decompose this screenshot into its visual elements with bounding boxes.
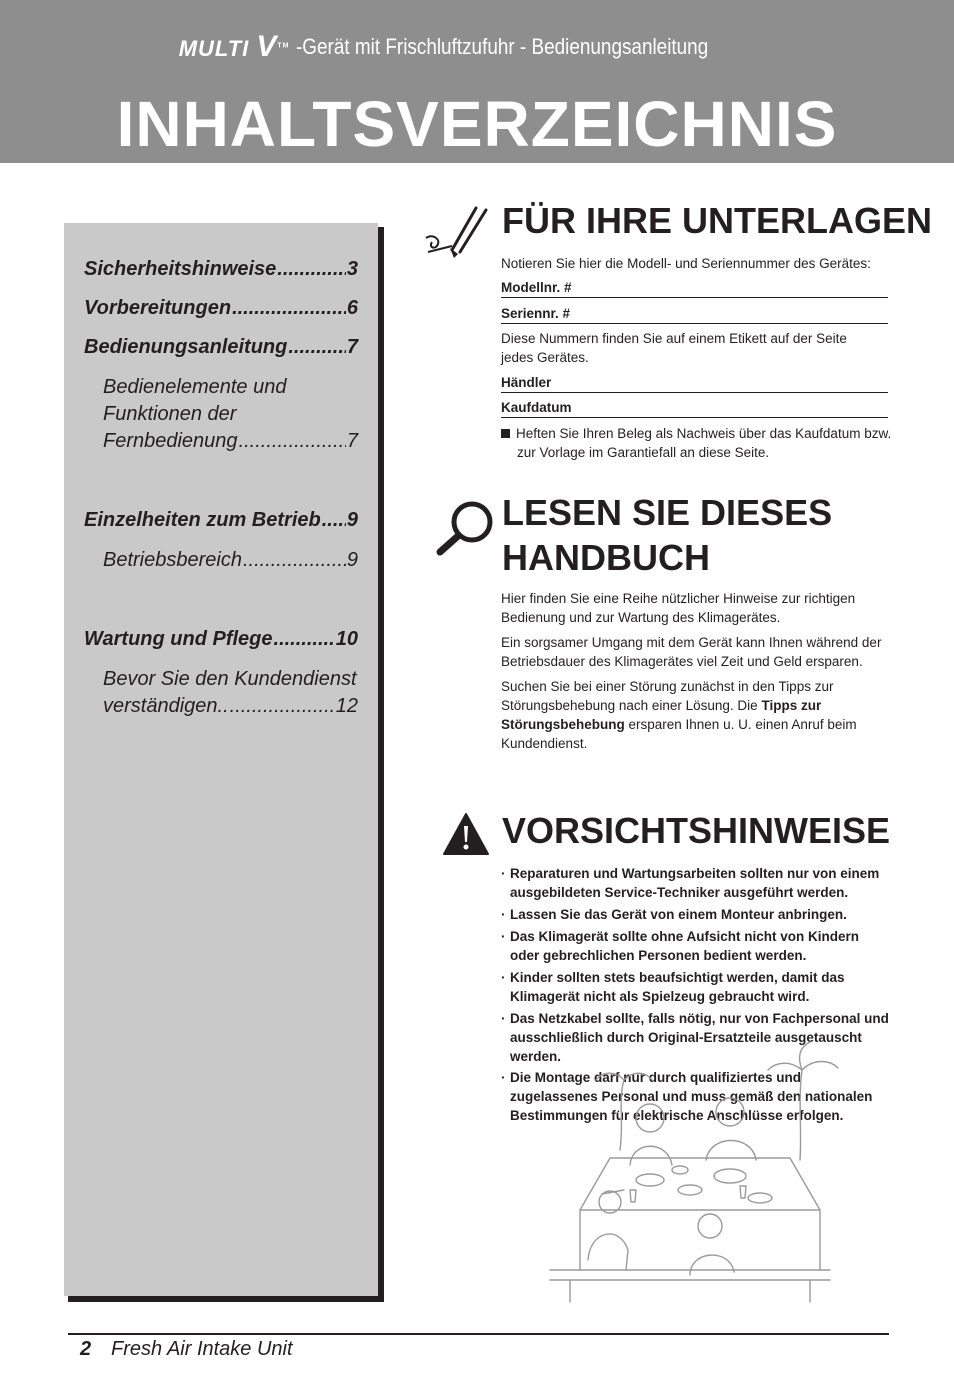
purchase-date-label: Kaufdatum — [501, 400, 572, 415]
precaution-item: · Reparaturen und Wartungsarbeiten sollten nur von einem ausgebildeten Service-Techniker ausgeführt werden. — [501, 864, 891, 902]
precaution-item: · Kinder sollten stets beaufsichtigt werden, damit das Klimagerät nicht als Spielzeug gebraucht wird. — [501, 968, 891, 1006]
records-title: FÜR IHRE UNTERLAGEN — [502, 200, 932, 241]
precaution-item: · Lassen Sie das Gerät von einem Monteur anbringen. — [501, 905, 891, 924]
page-number: 2 — [80, 1338, 92, 1360]
dealer-field[interactable] — [501, 374, 888, 393]
read-manual-title: LESEN SIE DIESES HANDBUCH — [502, 492, 833, 578]
footer-doc-name: Fresh Air Intake Unit — [111, 1338, 293, 1360]
footer-rule — [68, 1333, 889, 1335]
model-number-label: Modellnr. # — [501, 280, 572, 295]
serial-number-field[interactable] — [501, 305, 888, 324]
manual-subtitle: -Gerät mit Frischluftzufuhr - Bedienungsanleitung — [295, 34, 709, 59]
magnifier-icon — [434, 498, 496, 560]
toc-entry-wartung[interactable]: Wartung und Pflege ..... 10 — [84, 626, 358, 653]
pen-icon — [424, 200, 494, 260]
precautions-title: VORSICHTSHINWEISE — [502, 810, 891, 851]
model-number-field[interactable] — [501, 279, 888, 298]
precaution-item: · Das Netzkabel sollte, falls nötig, nur von Fachpersonal und ausschließlich durch Original-Ersatzteile ausgetauscht werden. — [501, 1009, 891, 1066]
toc-entry-sicherheitshinweise[interactable]: Sicherheitshinweise ..... 3 — [84, 256, 358, 283]
brand-row — [0, 30, 954, 64]
toc-entry-einzelheiten[interactable]: Einzelheiten zum Betrieb ..... 9 — [84, 507, 358, 534]
read-manual-para2: Ein sorgsamer Umgang mit dem Gerät kann Ihnen während der Betriebsdauer des Klimagerätes viel Zeit und Geld ersparen. — [501, 635, 882, 669]
dealer-label: Händler — [501, 375, 552, 390]
toc-entry-betriebsbereich[interactable]: Betriebsbereich ..... 9 — [103, 547, 358, 574]
precaution-item: · Die Montage darf nur durch qualifiziertes und zugelassenes Personal und muss gemäß den nationalen Bestimmungen für elektrische Anschlüsse erfolgen. — [501, 1068, 891, 1125]
page-title: INHALTSVERZEICHNIS — [116, 88, 838, 160]
toc-entry-vorbereitungen[interactable]: Vorbereitungen ..... 6 — [84, 295, 358, 322]
purchase-date-field[interactable] — [501, 399, 888, 418]
records-intro: Notieren Sie hier die Modell- und Seriennummer des Gerätes: — [501, 256, 871, 271]
toc-entry-fernbedienung[interactable]: Bedienelemente und Funktionen der Fernbedienung ..... 7 — [103, 374, 358, 455]
warning-icon — [442, 812, 490, 856]
serial-note: Diese Nummern finden Sie auf einem Etikett auf der Seite jedes Gerätes. — [501, 331, 847, 365]
header-band — [0, 0, 954, 163]
precaution-item: · Das Klimagerät sollte ohne Aufsicht nicht von Kindern oder gebrechlichen Personen bedient werden. — [501, 927, 891, 965]
multi-v-logo: MULTI V™ — [178, 30, 290, 63]
serial-number-label: Seriennr. # — [501, 306, 571, 321]
square-bullet-icon — [501, 429, 510, 438]
toc-entry-kundendienst[interactable]: Bevor Sie den Kundendienst verständigen.. ..... 12 — [103, 666, 358, 720]
picnic-illustration — [540, 1040, 850, 1310]
toc-entry-bedienungsanleitung[interactable]: Bedienungsanleitung ..... 7 — [84, 334, 358, 361]
receipt-note: Heften Sie Ihren Beleg als Nachweis über das Kaufdatum bzw. zur Vorlage im Garantiefall an diese Seite. — [501, 424, 903, 462]
read-manual-para1: Hier finden Sie eine Reihe nützlicher Hinweise zur richtigen Bedienung und zur Wartung des Klimagerätes. — [501, 591, 856, 625]
read-manual-para3: Suchen Sie bei einer Störung zunächst in den Tipps zur Störungsbehebung nach einer Lösung. Die Tipps zur Störungsbehebung ersparen Ihnen u. U. einen Anruf beim Kundendienst. — [501, 679, 857, 751]
table-of-contents — [64, 223, 378, 1296]
